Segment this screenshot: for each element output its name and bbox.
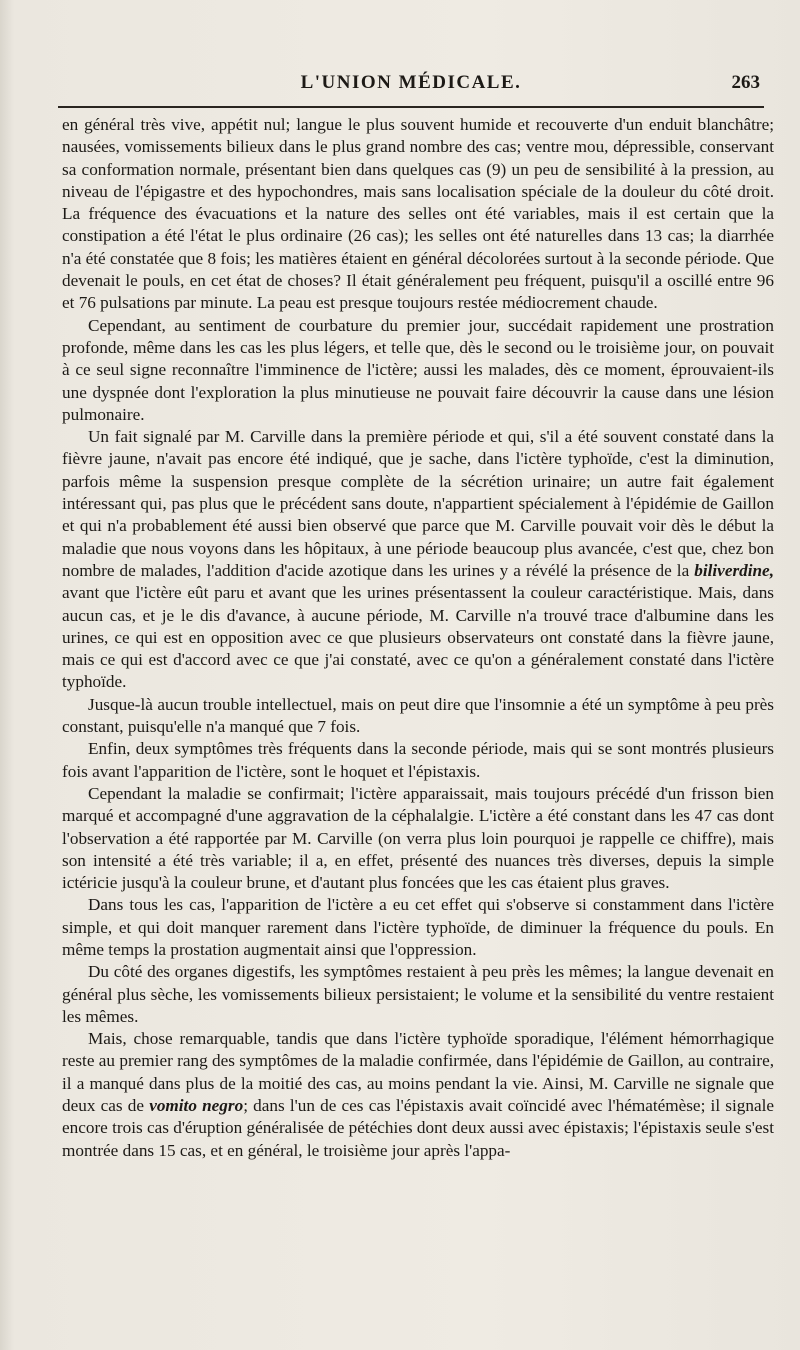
italic-term-vomito-negro: vomito negro: [149, 1096, 244, 1116]
body-text: [62, 114, 774, 1162]
paragraph-3-text-before: Un fait signalé par M. Carville dans la première période et qui, s'il a été souvent constaté dans la fièvre jaune, n'avait pas encore été indiqué, que je sache, dans l'ictère typhoïde, c'est la diminution, parfois même la suspension presque complète de la sécrétion urinaire; un autre fait également intéressant qui, pas plus que le précédent sans doute, n'appartient spécialement à l'épidémie de Gaillon et qui n'a probablement été aussi bien observé que parce que M. Carville pouvait voir dès le début la maladie que nous voyons dans les hôpitaux, à une période beaucoup plus avancée, c'est que, chez bon nombre de malades, l'addition d'acide azotique dans les urines y a révélé la présence de la: [62, 427, 774, 580]
paragraph-9-text-after: ; dans l'un de ces cas l'épistaxis avait coïncidé avec l'hématémèse; il signale encore trois cas d'éruption généralisée de pétéchies dont deux aussi avec épistaxis; l'épistaxis seule s'est montrée dans 15 cas, et en général, le troisième jour après l'appa-: [62, 1096, 774, 1160]
paragraph-5: Enfin, deux symptômes très fréquents dans la seconde période, mais qui se sont montrés plusieurs fois avant l'apparition de l'ictère, sont le hoquet et l'épistaxis.: [62, 739, 774, 781]
running-title: L'UNION MÉDICALE.: [300, 72, 522, 93]
paragraph-6: Cependant la maladie se confirmait; l'ictère apparaissait, mais toujours précédé d'un frisson bien marqué et accompagné d'une aggravation de la céphalalgie. L'ictère a été constant dans les 47 cas dont l'observation a été rapportée par M. Carville (on verra plus loin pourquoi je rappelle ce chiffre), mais son intensité a été très variable; il a, en effet, présenté des nuances très diverses, depuis la simple ictéricie jusqu'à la couleur brune, et d'autant plus foncées que les cas étaient plus graves.: [62, 783, 774, 893]
paragraph-4: Jusque-là aucun trouble intellectuel, mais on peut dire que l'insomnie a été un symptôme à peu près constant, puisqu'elle n'a manqué que 7 fois.: [62, 694, 774, 737]
header-rule: [58, 106, 764, 108]
paragraph-8: Du côté des organes digestifs, les symptômes restaient à peu près les mêmes; la langue devenait en général plus sèche, les vomissements bilieux persistaient; le volume et la sensibilité du ventre restaient les mêmes.: [62, 962, 774, 1026]
page-header: [58, 72, 764, 102]
paragraph-2: Cependant, au sentiment de courbature du premier jour, succédait rapidement une prostration profonde, même dans les cas les plus légers, et telle que, dès le second ou le troisième jour, on pouvait à ce seul signe reconnaître l'imminence de l'ictère; aussi les malades, dès ce moment, éprouvaient-ils une dyspnée dont l'exploration la plus minutieuse ne pouvait faire découvrir la cause dans une lésion pulmonaire.: [62, 315, 774, 424]
paragraph-7: Dans tous les cas, l'apparition de l'ictère a eu cet effet qui s'observe si constamment dans l'ictère simple, et qui doit manquer rarement dans l'ictère typhoïde, de diminuer la fréquence du pouls. En même temps la prostation augmentait ainsi que l'oppression.: [62, 895, 774, 959]
paragraph-3: [62, 426, 774, 694]
italic-term-biliverdine: biliverdine,: [694, 560, 774, 580]
paragraph-9-text-before: Mais, chose remarquable, tandis que dans l'ictère typhoïde sporadique, l'élément hémorrhagique reste au premier rang des symptômes de la maladie confirmée, dans l'épidémie de Gaillon, au contraire, il a manqué dans plus de la moitié des cas, au moins pendant la vie. Ainsi, M. Carville ne signale que deux cas de: [62, 1029, 774, 1116]
page-number: 263: [731, 72, 760, 93]
paragraph-3-text-after: avant que l'ictère eût paru et avant que les urines présentassent la couleur caractéristique. Mais, dans aucun cas, et je le dis d'avance, à aucune période, M. Carville n'a trouvé trace d'albumine dans les urines, ce qui est en opposition avec ce que plusieurs observateurs ont constaté dans la fièvre jaune, mais ce qui est d'accord avec ce que j'ai constaté, avec ce qu'on a généralement constaté dans l'ictère typhoïde.: [62, 583, 774, 692]
paragraph-1: en général très vive, appétit nul; langue le plus souvent humide et recouverte d'un enduit blanchâtre; nausées, vomissements bilieux dans le plus grand nombre des cas; ventre mou, dépressible, conservant sa conformation normale, présentant bien dans quelques cas (9) un peu de sensibilité à la pression, au niveau de l'épigastre et des hypochondres, mais sans localisation spéciale de la douleur du côté droit. La fréquence des évacuations et la nature des selles ont été variables, mais il est certain que la constipation a été l'état le plus ordinaire (26 cas); les selles ont été naturelles dans 13 cas; la diarrhée n'a été constatée que 8 fois; les matières étaient en général décolorées surtout à la seconde période. Que devenait le pouls, en cet état de choses? Il était généralement peu fréquent, puisqu'il a oscillé entre 96 et 76 pulsations par minute. La peau est presque toujours restée médiocrement chaude.: [62, 115, 774, 313]
paragraph-9: [62, 1028, 774, 1162]
